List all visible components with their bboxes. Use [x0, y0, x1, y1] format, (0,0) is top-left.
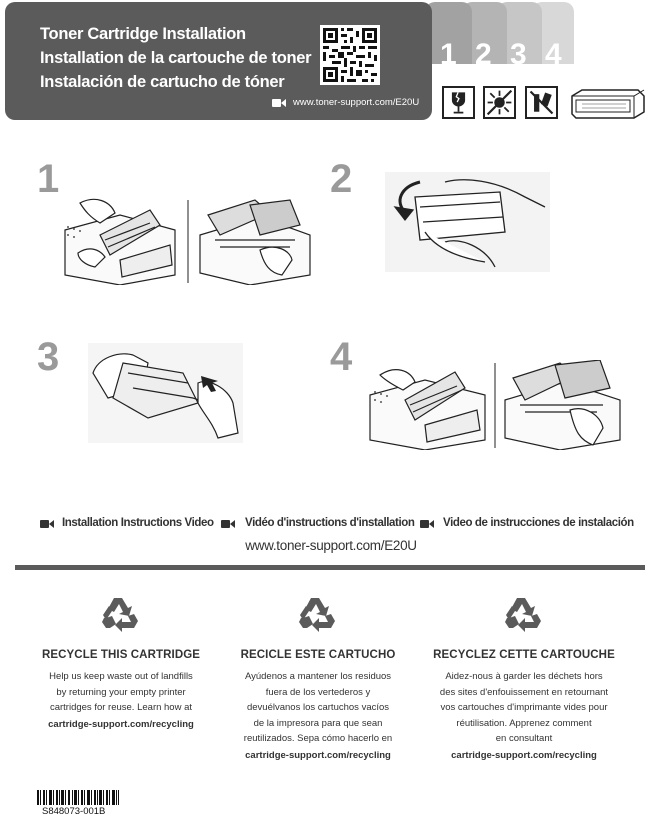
- recycle-heading-es: RECICLE ESTE CARTUCHO: [240, 649, 396, 661]
- recycle-line: Help us keep waste out of landfills: [49, 671, 193, 682]
- video-camera-icon: [420, 519, 434, 529]
- video-camera-icon: [272, 98, 286, 108]
- recycle-body-fr: [419, 669, 629, 747]
- no-touch-icon: [525, 86, 558, 119]
- recycle-column-fr: [419, 592, 629, 761]
- title-es: Instalación de cartucho de tóner: [40, 73, 285, 91]
- recycle-column-es: [213, 592, 423, 761]
- video-label-en[interactable]: Installation Instructions Video: [62, 517, 214, 529]
- recycle-line: Ayúdenos a mantener los residuos: [244, 671, 392, 682]
- recycle-line: en consultant: [495, 733, 553, 744]
- recycle-body-es: [213, 669, 423, 747]
- sku-number: S848073-001B: [42, 806, 106, 817]
- recycle-line: Aidez-nous à garder les déchets hors: [445, 671, 603, 682]
- header-url[interactable]: www.toner-support.com/E20U: [293, 97, 420, 108]
- recycle-line: devuélvanos los cartuchos vacíos: [246, 702, 390, 713]
- step-3-illustration: [88, 343, 243, 443]
- header-step-3: 3: [510, 38, 527, 71]
- title-en: Toner Cartridge Installation: [40, 25, 246, 43]
- recycle-line: by returning your empty printer: [56, 686, 186, 698]
- recycle-heading-fr: RECYCLEZ CETTE CARTOUCHE: [433, 649, 615, 661]
- recycle-body-en: [16, 669, 226, 716]
- recycle-link-es[interactable]: cartridge-support.com/recycling: [245, 749, 391, 761]
- header-step-2: 2: [475, 38, 492, 71]
- recycle-line: des sites d'enfouissement en retournant: [439, 686, 609, 698]
- recycle-line: vos cartouches d'imprimante vides pour: [440, 702, 608, 713]
- recycle-line: de la impresora para que sean: [253, 717, 383, 729]
- cartridge-icon: [568, 86, 648, 120]
- step-4-illustration: [365, 360, 625, 450]
- header-step-4: 4: [545, 38, 562, 71]
- recycle-link-fr[interactable]: cartridge-support.com/recycling: [451, 749, 597, 761]
- recycle-link-en[interactable]: cartridge-support.com/recycling: [48, 718, 194, 730]
- recycle-heading-en: RECYCLE THIS CARTRIDGE: [41, 649, 201, 661]
- video-camera-icon: [221, 519, 235, 529]
- step-2-illustration: [385, 172, 550, 272]
- header-step-1: 1: [440, 38, 457, 71]
- recycle-icon: [100, 592, 142, 634]
- recycle-icon: [503, 592, 545, 634]
- video-label-fr[interactable]: Vidéo d'instructions d'installation: [245, 517, 415, 529]
- recycle-line: cartridges for reuse. Learn how at: [49, 702, 193, 713]
- recycle-column-en: [16, 592, 226, 730]
- recycle-icon: [297, 592, 339, 634]
- barcode: [37, 790, 119, 805]
- step-3-number: 3: [37, 335, 60, 379]
- recycle-line: reutilizados. Sepa cómo hacerlo en: [243, 733, 393, 744]
- video-url[interactable]: www.toner-support.com/E20U: [245, 538, 417, 553]
- keep-from-light-icon: [483, 86, 516, 119]
- step-4-number: 4: [330, 335, 353, 379]
- divider: [15, 565, 645, 570]
- step-1-number: 1: [37, 157, 60, 201]
- title-fr: Installation de la cartouche de toner: [40, 49, 312, 67]
- video-label-es[interactable]: Video de instrucciones de instalación: [443, 517, 634, 529]
- video-camera-icon: [40, 519, 54, 529]
- qr-code: [320, 25, 380, 85]
- step-1-illustration: [60, 195, 320, 285]
- step-2-number: 2: [330, 157, 353, 201]
- recycle-line: réutilisation. Apprenez comment: [456, 717, 592, 729]
- recycle-line: fuera de los vertederos y: [265, 686, 371, 698]
- fragile-icon: [442, 86, 475, 119]
